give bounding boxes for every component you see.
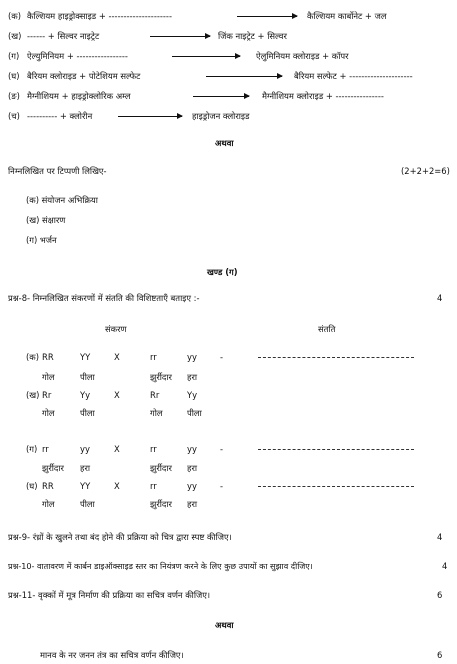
- question-8: प्रश्न-8- निम्नलिखित संकरणों में संतति की विशिष्टताएँ बताइए :-: [8, 293, 200, 303]
- answer-line: [258, 449, 414, 450]
- equation-reactants: बैरियम क्लोराइड + पोटेशियम सल्फेट: [27, 71, 141, 81]
- question-marks: (2+2+2=6): [401, 166, 450, 176]
- phenotype: झुर्रीदार: [150, 372, 172, 382]
- parent-genotype: Rr: [150, 390, 160, 400]
- cross-label: (ग): [26, 444, 38, 454]
- equation-reactants: कैल्शियम हाइड्रोक्साइड + ---------------------: [27, 11, 172, 21]
- parent-genotype: yy: [187, 481, 197, 491]
- equation-reactants: ------ + सिल्वर नाइट्रेट: [27, 31, 100, 41]
- phenotype: हरा: [187, 372, 198, 382]
- phenotype: पीला: [80, 372, 95, 382]
- phenotype: पीला: [80, 499, 95, 509]
- question-10: प्रश्न-10- वातावरण में कार्बन डाइऑक्साइड स्तर का नियंत्रण करने के लिए कुछ उपायों का सुझाव दीजिए।: [8, 561, 313, 571]
- equation-products: हाइड्रोजन क्लोराइड: [192, 111, 250, 121]
- parent-genotype: Yy: [80, 390, 91, 400]
- phenotype: झुर्रीदार: [42, 463, 64, 473]
- phenotype: गोल: [150, 408, 163, 418]
- note-item: (ग) भर्जन: [26, 235, 57, 245]
- equation-products: कैल्शियम कार्बोनेट + जल: [307, 11, 387, 21]
- cross-label: (ख): [26, 390, 40, 400]
- phenotype: हरा: [187, 499, 198, 509]
- parent-genotype: yy: [187, 352, 197, 362]
- cross-symbol: X: [114, 390, 120, 400]
- phenotype: पीला: [80, 408, 95, 418]
- phenotype: गोल: [42, 372, 55, 382]
- reaction-arrow-icon: [172, 56, 240, 57]
- parent-genotype: YY: [80, 352, 91, 362]
- equation-label: (च): [8, 111, 20, 121]
- phenotype: हरा: [187, 463, 198, 473]
- equation-label: (ख): [8, 31, 22, 41]
- table-header-progeny: संतति: [318, 324, 336, 334]
- equation-reactants: ---------- + क्लोरीन: [27, 111, 93, 121]
- cross-label: (क): [26, 352, 39, 362]
- answer-line: [258, 486, 414, 487]
- parent-genotype: YY: [80, 481, 91, 491]
- cross-symbol: X: [114, 352, 120, 362]
- cross-symbol: X: [114, 481, 120, 491]
- answer-line: [258, 357, 414, 358]
- equation-label: (ग): [8, 51, 20, 61]
- question-marks: 6: [437, 590, 443, 600]
- phenotype: पीला: [187, 408, 202, 418]
- equation-products: ऐलुमिनियम क्लोराइड + कॉपर: [256, 51, 349, 61]
- equation-products: बैरियम सल्फेट + ---------------------: [294, 71, 413, 81]
- question-marks: 4: [437, 532, 443, 542]
- cross-dash: -: [220, 481, 224, 491]
- parent-genotype: rr: [150, 481, 157, 491]
- parent-genotype: rr: [150, 352, 157, 362]
- equation-products: जिंक नाइट्रेट + सिल्वर: [218, 31, 287, 41]
- parent-genotype: yy: [80, 444, 90, 454]
- reaction-arrow-icon: [150, 36, 210, 37]
- note-item: (ख) संक्षारण: [26, 215, 66, 225]
- cross-dash: -: [220, 444, 224, 454]
- cross-symbol: X: [114, 444, 120, 454]
- parent-genotype: RR: [42, 352, 54, 362]
- phenotype: गोल: [42, 499, 55, 509]
- table-header-cross: संकरण: [105, 324, 127, 334]
- equation-label: (ङ): [8, 91, 20, 101]
- question-note: निम्नलिखित पर टिप्पणी लिखिए-: [8, 166, 107, 176]
- section-heading: खण्ड (ग): [207, 267, 238, 277]
- question-marks: 4: [442, 561, 448, 571]
- phenotype: हरा: [80, 463, 91, 473]
- equation-reactants: मैग्नीशियम + हाइड्रोक्लोरिक अम्ल: [27, 91, 131, 101]
- parent-genotype: rr: [150, 444, 157, 454]
- phenotype: गोल: [42, 408, 55, 418]
- parent-genotype: Yy: [187, 390, 198, 400]
- question-11-alternate: मानव के नर जनन तंत्र का सचित्र वर्णन कीजिए।: [40, 650, 184, 660]
- reaction-arrow-icon: [237, 16, 297, 17]
- or-divider: अथवा: [215, 138, 234, 148]
- phenotype: झुर्रीदार: [150, 463, 172, 473]
- note-item: (क) संयोजन अभिक्रिया: [26, 195, 98, 205]
- reaction-arrow-icon: [118, 116, 182, 117]
- reaction-arrow-icon: [206, 76, 282, 77]
- parent-genotype: Rr: [42, 390, 52, 400]
- reaction-arrow-icon: [193, 96, 249, 97]
- question-9: प्रश्न-9- रंध्रों के खुलने तथा बंद होने की प्रक्रिया को चित्र द्वारा स्पष्ट कीजिए।: [8, 532, 232, 542]
- or-divider: अथवा: [215, 620, 234, 630]
- parent-genotype: rr: [42, 444, 49, 454]
- cross-dash: -: [220, 352, 224, 362]
- phenotype: झुर्रीदार: [150, 499, 172, 509]
- equation-label: (घ): [8, 71, 20, 81]
- parent-genotype: RR: [42, 481, 54, 491]
- question-marks: 4: [437, 293, 443, 303]
- equation-reactants: ऐल्युमिनियम + -----------------: [27, 51, 128, 61]
- question-marks: 6: [437, 650, 443, 660]
- equation-label: (क): [8, 11, 21, 21]
- cross-label: (घ): [26, 481, 38, 491]
- parent-genotype: yy: [187, 444, 197, 454]
- question-11: प्रश्न-11- वृक्कों में मूत्र निर्माण की प्रक्रिया का सचित्र वर्णन कीजिए।: [8, 590, 211, 600]
- equation-products: मैग्नीशियम क्लोराइड + ----------------: [262, 91, 384, 101]
